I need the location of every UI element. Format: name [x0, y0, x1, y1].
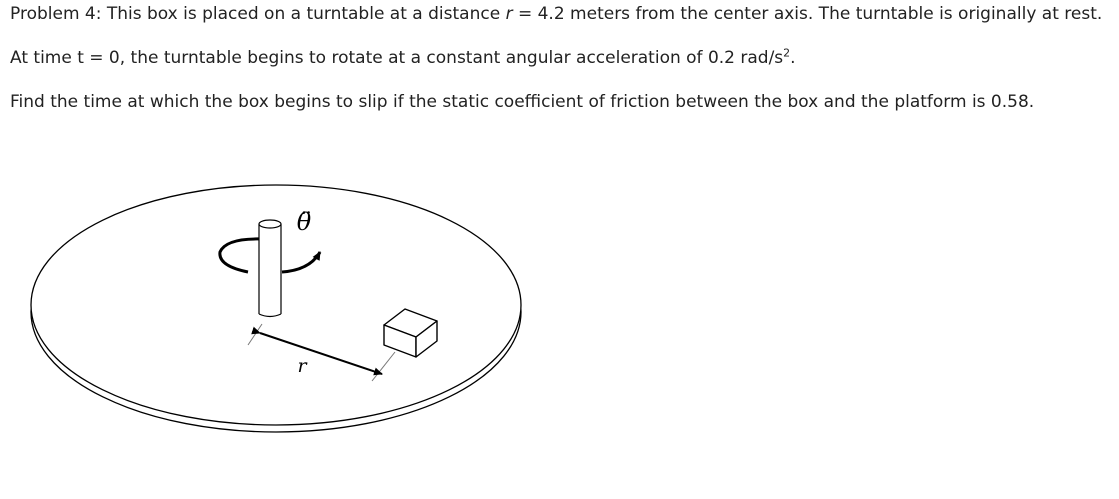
line1-suffix: = 4.2 meters from the center axis. The turntable is originally at rest.: [512, 4, 1103, 24]
r-label: r: [297, 355, 307, 377]
line2-exponent: 2: [783, 46, 791, 60]
line2-prefix: At time t = 0, the turntable begins to rotate at a constant angular acceleration of 0.2 rad/s: [10, 48, 784, 68]
rotation-axis-shaft: [259, 220, 281, 317]
problem-line-3: Find the time at which the box begins to slip if the static coefficient of friction between the box and the platform is 0.58.: [10, 92, 1035, 112]
line1-prefix: Problem 4: This box is placed on a turntable at a distance: [10, 4, 506, 24]
line1-var-r: r: [505, 4, 513, 24]
line2-suffix: .: [790, 48, 796, 68]
theta-ddot-label: θ̈: [296, 208, 312, 236]
